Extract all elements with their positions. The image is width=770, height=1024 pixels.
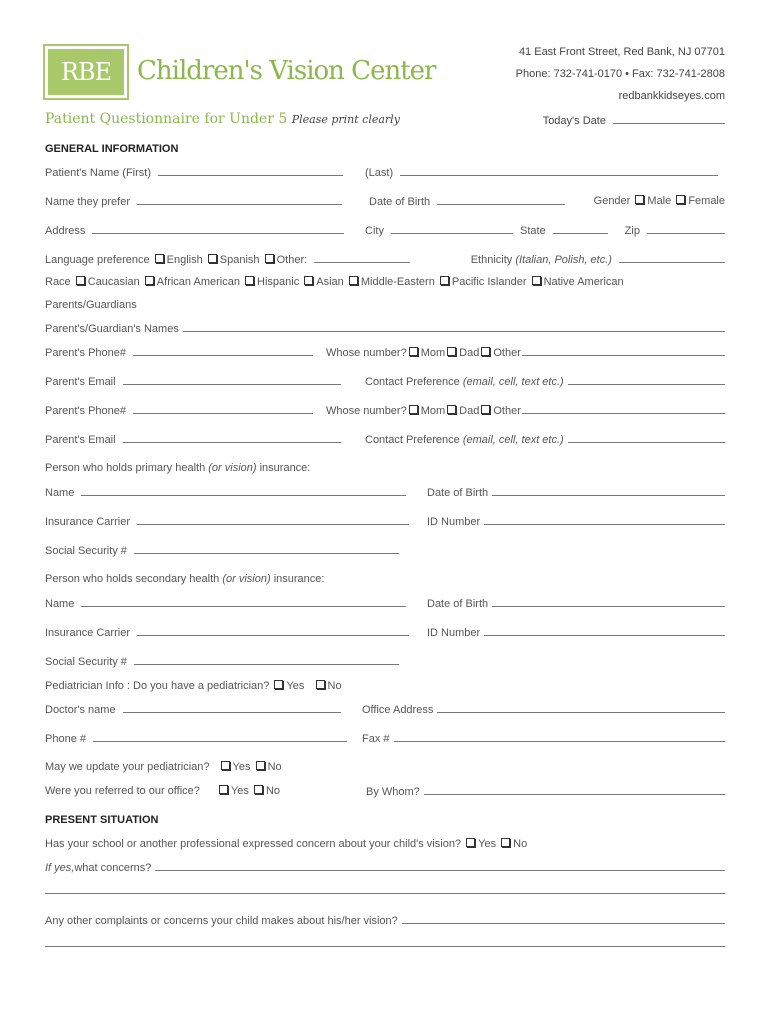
primary-carrier-label: Insurance Carrier: [45, 516, 130, 528]
complaints-line[interactable]: [402, 914, 725, 924]
dob-label: Date of Birth: [369, 196, 431, 208]
other-checkbox[interactable]: [481, 347, 490, 356]
gender-label: Gender: [593, 195, 631, 207]
secondary-insurance-heading: [45, 573, 324, 585]
contact-pref-field-2[interactable]: [365, 433, 725, 446]
parent-phone-field-2[interactable]: [45, 404, 313, 417]
city-label: City: [365, 225, 384, 237]
todays-date-line[interactable]: [613, 114, 725, 124]
parents-heading: Parents/Guardians: [45, 299, 137, 311]
race-checkbox[interactable]: [304, 276, 313, 285]
race-option: Asian: [316, 276, 344, 288]
rbe-logo: [45, 46, 127, 98]
guardian-names-field[interactable]: [45, 322, 725, 335]
mom-checkbox[interactable]: [409, 405, 418, 414]
race-option: African American: [156, 276, 240, 288]
dob-field[interactable]: [369, 195, 565, 208]
doctor-phone-label: Phone #: [45, 733, 86, 745]
concern-yes-checkbox[interactable]: [466, 838, 475, 847]
guardian-names-line[interactable]: [183, 322, 725, 332]
secondary-name-field[interactable]: [45, 597, 406, 610]
dad-label: Dad: [459, 347, 480, 359]
office-address-label: Office Address: [362, 704, 434, 716]
female-label: Female: [688, 195, 725, 207]
contact-pref-line[interactable]: [568, 433, 725, 443]
whose-number-field-2: [326, 404, 725, 417]
primary-heading-hint: (or vision): [208, 462, 257, 474]
race-checkbox[interactable]: [532, 276, 541, 285]
male-label: Male: [647, 195, 672, 207]
referred-yes-checkbox[interactable]: [219, 785, 228, 794]
mom-label: Mom: [420, 405, 446, 417]
by-whom-field[interactable]: [366, 785, 725, 798]
what-concerns-field[interactable]: [45, 861, 725, 874]
concern-question: [45, 838, 527, 850]
last-name-line[interactable]: [400, 166, 718, 176]
whose-number-label: Whose number?: [326, 347, 407, 359]
center-website: redbankkidseyes.com: [618, 90, 725, 102]
dad-checkbox[interactable]: [447, 347, 456, 356]
todays-date-label: Today's Date: [542, 115, 606, 127]
center-phone-fax: Phone: 732-741-0170 • Fax: 732-741-2808: [515, 68, 725, 80]
yes-label: Yes: [230, 785, 249, 797]
last-name-field[interactable]: [365, 166, 718, 179]
brand-name: Children's Vision Center: [137, 56, 436, 86]
race-checkbox[interactable]: [76, 276, 85, 285]
what-concerns-line[interactable]: [155, 861, 725, 871]
what-concerns-label: what concerns?: [74, 862, 152, 874]
parent-phone-label: Parent's Phone#: [45, 405, 126, 417]
parent-phone-line[interactable]: [133, 404, 313, 414]
secondary-name-label: Name: [45, 598, 75, 610]
has-pediatrician-no-checkbox[interactable]: [316, 680, 325, 689]
update-pediatrician-question: [45, 761, 282, 773]
contact-pref-label: Contact Preference: [365, 376, 460, 388]
primary-id-label: ID Number: [427, 516, 481, 528]
primary-insurance-heading: [45, 462, 310, 474]
other-line[interactable]: [522, 346, 725, 356]
secondary-ssn-label: Social Security #: [45, 656, 127, 668]
state-field[interactable]: [520, 224, 608, 237]
secondary-heading-post: insurance:: [270, 573, 325, 585]
no-label: No: [265, 785, 281, 797]
primary-dob-label: Date of Birth: [427, 487, 489, 499]
first-name-line[interactable]: [158, 166, 343, 176]
complaints-label: Any other complaints or concerns your child makes about his/her vision?: [45, 915, 398, 927]
logo-text: RBE: [60, 58, 112, 86]
secondary-carrier-field[interactable]: [45, 626, 409, 639]
parent-email-label: Parent's Email: [45, 434, 116, 446]
first-name-label: Patient's Name (First): [45, 167, 152, 179]
if-yes-label: If yes,: [45, 862, 75, 874]
concern-no-checkbox[interactable]: [501, 838, 510, 847]
pediatrician-question: [45, 680, 342, 692]
no-label: No: [513, 838, 528, 850]
secondary-id-line[interactable]: [484, 626, 725, 636]
race-field: [45, 276, 624, 288]
doctor-name-label: Doctor's name: [45, 704, 116, 716]
update-pediatrician-label: May we update your pediatrician?: [45, 761, 210, 773]
parent-email-label: Parent's Email: [45, 376, 116, 388]
other-language-line[interactable]: [314, 253, 410, 263]
english-label: English: [166, 254, 203, 266]
dob-line[interactable]: [437, 195, 565, 205]
referred-no-checkbox[interactable]: [254, 785, 263, 794]
first-name-field[interactable]: [45, 166, 343, 179]
zip-field[interactable]: [625, 224, 725, 237]
pediatrician-info-label: Pediatrician Info : Do you have a pediatrician?: [45, 680, 270, 692]
doctor-fax-field[interactable]: [362, 732, 725, 745]
ethnicity-line[interactable]: [619, 253, 725, 263]
race-option: Pacific Islander: [451, 276, 527, 288]
parent-email-line[interactable]: [123, 433, 341, 443]
parent-phone-label: Parent's Phone#: [45, 347, 126, 359]
yes-label: Yes: [286, 680, 305, 692]
complaints-field[interactable]: [45, 914, 725, 927]
doctor-name-field[interactable]: [45, 703, 341, 716]
spanish-label: Spanish: [219, 254, 260, 266]
general-heading: GENERAL INFORMATION: [45, 143, 179, 155]
race-checkbox[interactable]: [145, 276, 154, 285]
race-label: Race: [45, 276, 71, 288]
print-note: Please print clearly: [291, 113, 400, 126]
todays-date-field[interactable]: [543, 114, 725, 127]
other-label: Other: [493, 347, 521, 359]
ethnicity-hint: (Italian, Polish, etc.): [515, 254, 612, 266]
parent-email-field-2[interactable]: [45, 433, 341, 446]
english-checkbox[interactable]: [155, 254, 164, 263]
contact-pref-hint: (email, cell, text etc.): [462, 434, 564, 446]
form-title: [45, 111, 400, 127]
parent-phone-field[interactable]: [45, 346, 313, 359]
secondary-carrier-label: Insurance Carrier: [45, 627, 130, 639]
ethnicity-field[interactable]: [471, 253, 725, 266]
preferred-name-label: Name they prefer: [45, 196, 130, 208]
by-whom-line[interactable]: [424, 785, 725, 795]
primary-name-line[interactable]: [81, 486, 406, 496]
zip-line[interactable]: [647, 224, 725, 234]
mom-label: Mom: [420, 347, 446, 359]
doctor-fax-label: Fax #: [362, 733, 390, 745]
secondary-ssn-line[interactable]: [134, 655, 399, 665]
parent-email-field[interactable]: [45, 375, 341, 388]
secondary-carrier-line[interactable]: [137, 626, 409, 636]
race-checkbox[interactable]: [440, 276, 449, 285]
whose-number-field: [326, 346, 725, 359]
complaints-line-2[interactable]: [45, 937, 725, 947]
update-yes-checkbox[interactable]: [221, 761, 230, 770]
secondary-dob-field[interactable]: [427, 597, 725, 610]
address-field[interactable]: [45, 224, 344, 237]
contact-pref-hint: (email, cell, text etc.): [462, 376, 564, 388]
zip-label: Zip: [624, 225, 640, 237]
last-name-label: (Last): [365, 167, 394, 179]
whose-number-label: Whose number?: [326, 405, 407, 417]
gender-field: [594, 195, 725, 207]
primary-carrier-field[interactable]: [45, 515, 409, 528]
update-no-checkbox[interactable]: [256, 761, 265, 770]
doctor-phone-field[interactable]: [45, 732, 347, 745]
center-address: 41 East Front Street, Red Bank, NJ 07701: [518, 46, 725, 58]
other-label: Other: [493, 405, 521, 417]
primary-ssn-label: Social Security #: [45, 545, 127, 557]
secondary-id-field[interactable]: [427, 626, 725, 639]
yes-label: Yes: [478, 838, 497, 850]
by-whom-label: By Whom?: [366, 786, 420, 798]
present-heading: PRESENT SITUATION: [45, 814, 159, 826]
doctor-phone-line[interactable]: [93, 732, 347, 742]
state-label: State: [520, 225, 546, 237]
ethnicity-label: Ethnicity: [470, 254, 513, 266]
primary-heading-pre: Person who holds primary health: [45, 462, 209, 474]
dad-label: Dad: [459, 405, 480, 417]
primary-ssn-field[interactable]: [45, 544, 399, 557]
doctor-fax-line[interactable]: [394, 732, 725, 742]
primary-name-field[interactable]: [45, 486, 406, 499]
spanish-checkbox[interactable]: [208, 254, 217, 263]
secondary-id-label: ID Number: [427, 627, 481, 639]
primary-carrier-line[interactable]: [137, 515, 409, 525]
no-label: No: [327, 680, 342, 692]
preferred-name-line[interactable]: [137, 195, 342, 205]
contact-pref-field[interactable]: [365, 375, 725, 388]
female-checkbox[interactable]: [676, 195, 685, 204]
city-field[interactable]: [365, 224, 513, 237]
contact-pref-label: Contact Preference: [365, 434, 460, 446]
city-line[interactable]: [391, 224, 513, 234]
primary-id-line[interactable]: [484, 515, 725, 525]
other-checkbox[interactable]: [481, 405, 490, 414]
preferred-name-field[interactable]: [45, 195, 342, 208]
no-label: No: [267, 761, 282, 773]
office-address-line[interactable]: [437, 703, 725, 713]
primary-ssn-line[interactable]: [134, 544, 399, 554]
secondary-name-line[interactable]: [81, 597, 406, 607]
referred-question: [45, 785, 280, 797]
state-line[interactable]: [553, 224, 608, 234]
race-option: Middle-Eastern: [360, 276, 435, 288]
secondary-dob-label: Date of Birth: [427, 598, 489, 610]
other-language-checkbox[interactable]: [265, 254, 274, 263]
primary-dob-field[interactable]: [427, 486, 725, 499]
secondary-heading-hint: (or vision): [222, 573, 271, 585]
guardian-names-label: Parent's/Guardian's Names: [45, 323, 179, 335]
other-language-label: Other:: [276, 254, 308, 266]
mom-checkbox[interactable]: [409, 347, 418, 356]
race-option: Hispanic: [257, 276, 300, 288]
language-label: Language preference: [45, 254, 150, 266]
contact-pref-line[interactable]: [568, 375, 725, 385]
primary-heading-post: insurance:: [256, 462, 311, 474]
parent-phone-line[interactable]: [133, 346, 313, 356]
office-address-field[interactable]: [362, 703, 725, 716]
doctor-name-line[interactable]: [123, 703, 341, 713]
concern-label: Has your school or another professional expressed concern about your child's vision?: [45, 838, 462, 850]
race-checkbox[interactable]: [349, 276, 358, 285]
language-field: [45, 253, 410, 266]
referred-label: Were you referred to our office?: [45, 785, 200, 797]
primary-name-label: Name: [45, 487, 75, 499]
male-checkbox[interactable]: [635, 195, 644, 204]
dad-checkbox[interactable]: [447, 405, 456, 414]
address-line[interactable]: [92, 224, 344, 234]
what-concerns-line-2[interactable]: [45, 884, 725, 894]
race-option: Native American: [543, 276, 624, 288]
other-line[interactable]: [522, 404, 725, 414]
secondary-heading-pre: Person who holds secondary health: [45, 573, 223, 585]
secondary-ssn-field[interactable]: [45, 655, 399, 668]
race-checkbox[interactable]: [245, 276, 254, 285]
address-label: Address: [45, 225, 86, 237]
form-title-text: Patient Questionnaire for Under 5: [45, 111, 288, 127]
race-option: Caucasian: [87, 276, 140, 288]
primary-id-field[interactable]: [427, 515, 725, 528]
secondary-dob-line[interactable]: [492, 597, 725, 607]
primary-dob-line[interactable]: [492, 486, 725, 496]
yes-label: Yes: [232, 761, 251, 773]
parent-email-line[interactable]: [123, 375, 341, 385]
has-pediatrician-yes-checkbox[interactable]: [274, 680, 283, 689]
